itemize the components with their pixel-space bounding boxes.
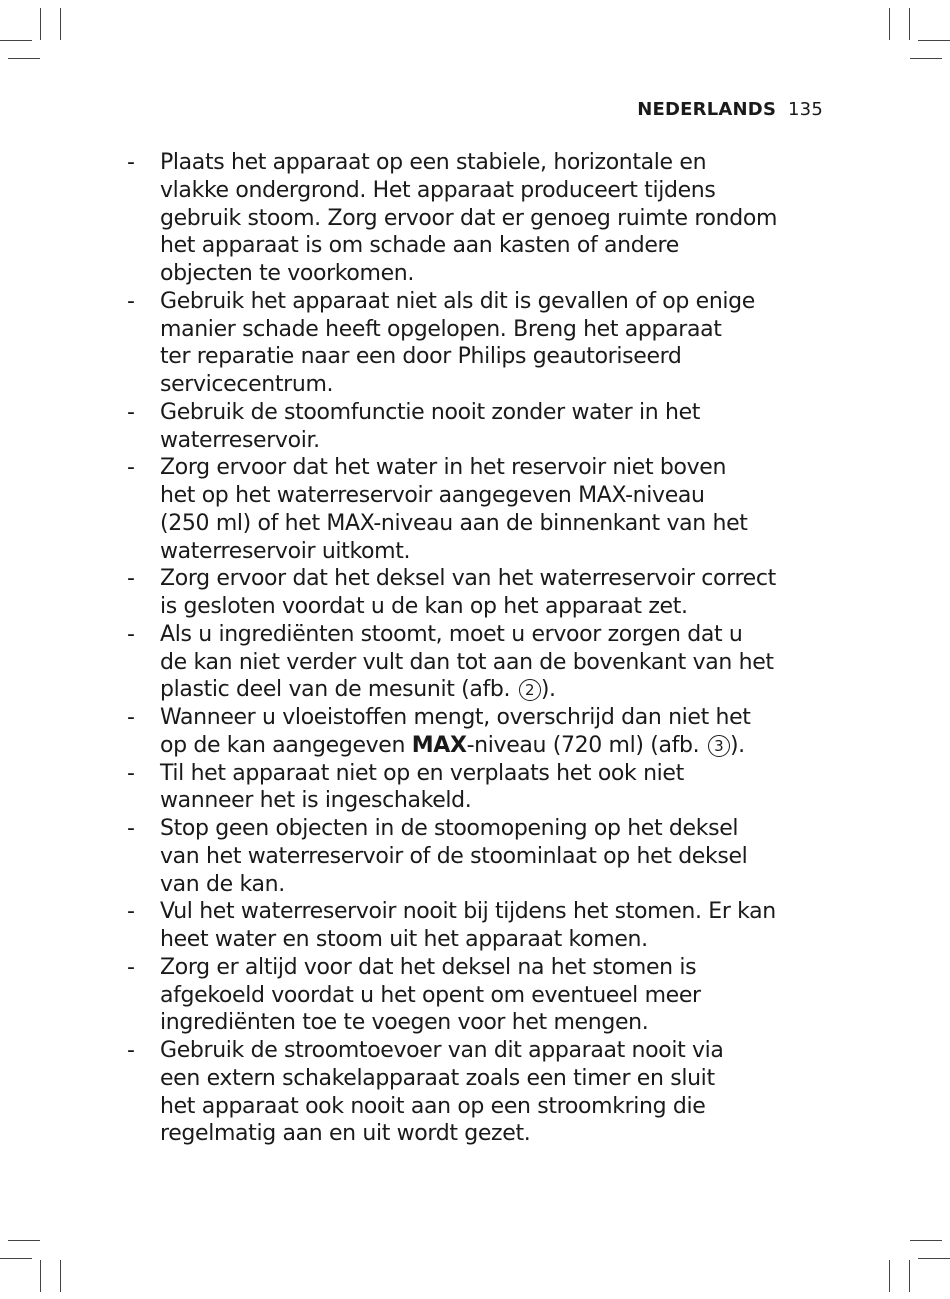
text-line: de kan niet verder vult dan tot aan de bovenkant van het [160,649,774,675]
text-line: een extern schakelapparaat zoals een timer en sluit [160,1065,715,1091]
text-line: Zorg ervoor dat het deksel van het waterreservoir correct [160,566,776,592]
text-line: (250 ml) of het MAX-niveau aan de binnenkant van het [160,510,748,536]
crop-mark [889,8,890,40]
text-line: het apparaat ook nooit aan op een stroomkring die [160,1093,706,1119]
crop-mark [918,1258,950,1259]
bullet-dash: - [127,455,135,481]
text-line: Plaats het apparaat op een stabiele, horizontale en [160,150,707,175]
crop-mark [889,1260,890,1292]
language-label: NEDERLANDS [637,99,777,120]
list-item [127,621,827,704]
list-item [127,1037,827,1148]
safety-instructions-list [127,149,827,1148]
text-line: Zorg ervoor dat het water in het reservoir niet boven [160,455,727,481]
figure-reference: 3 [708,735,730,757]
text-line: Gebruik het apparaat niet als dit is gevallen of op enige [160,288,755,314]
text-line: waterreservoir. [160,427,320,453]
list-item [127,954,827,1037]
text-line: regelmatig aan en uit wordt gezet. [160,1121,531,1147]
list-item [127,898,827,954]
text-line: waterreservoir uitkomt. [160,538,411,564]
text-line: afgekoeld voordat u het opent om eventueel meer [160,982,701,1008]
bullet-dash: - [127,399,135,425]
list-item [127,760,827,816]
crop-mark [60,1260,61,1292]
text-segment: -niveau (720 ml) (afb. [466,732,706,758]
crop-mark [910,58,942,59]
text-line: het op het waterreservoir aangegeven MAX-niveau [160,483,705,508]
list-item [127,454,827,565]
bullet-dash: - [127,705,135,730]
crop-mark [40,1260,41,1292]
bullet-dash: - [127,899,135,925]
text-line: heet water en stoom uit het apparaat komen. [160,927,648,952]
page-number: 135 [788,99,823,120]
text-line: gebruik stoom. Zorg ervoor dat er genoeg ruimte rondom [160,205,778,231]
bullet-dash: - [127,566,135,592]
bullet-dash: - [127,816,135,841]
crop-mark [909,8,910,40]
max-label: MAX [411,732,467,758]
figure-reference: 2 [519,679,541,701]
text-line: Stop geen objecten in de stoomopening op het deksel [160,816,739,841]
bullet-dash: - [127,288,135,314]
crop-mark [40,8,41,40]
text-segment: plastic deel van de mesunit (afb. [160,677,517,703]
text-line [160,676,827,704]
text-line: servicecentrum. [160,372,334,397]
crop-mark [8,58,40,59]
text-line: vlakke ondergrond. Het apparaat produceert tijdens [160,177,716,203]
bullet-dash: - [127,954,135,980]
crop-mark [0,1258,32,1259]
text-line: Zorg er altijd voor dat het deksel na het stomen is [160,954,697,980]
bullet-dash: - [127,621,135,647]
text-line: van de kan. [160,871,285,897]
list-item [127,288,827,399]
text-line: ingrediënten toe te voegen voor het mengen. [160,1010,649,1036]
text-segment: ). [540,677,556,703]
text-line: Til het apparaat niet op en verplaats het ook niet [160,760,684,786]
crop-mark [918,40,950,41]
text-segment: ). [729,732,745,758]
crop-mark [910,1240,942,1241]
bullet-dash: - [127,150,135,175]
list-item [127,704,827,760]
crop-mark [0,40,32,41]
list-item [127,149,827,288]
crop-mark [8,1240,40,1241]
text-segment: op de kan aangegeven [160,732,412,758]
text-line: objecten te voorkomen. [160,261,415,286]
text-line [160,732,827,760]
list-item [127,565,827,621]
bullet-dash: - [127,1038,135,1063]
text-line: is gesloten voordat u de kan op het apparaat zet. [160,594,688,619]
text-line: van het waterreservoir of de stoominlaat op het deksel [160,843,748,869]
text-line: het apparaat is om schade aan kasten of andere [160,233,679,259]
text-line: Als u ingrediënten stoomt, moet u ervoor zorgen dat u [160,621,743,647]
list-item [127,399,827,455]
text-line: Gebruik de stoomfunctie nooit zonder water in het [160,399,701,425]
text-line: Gebruik de stroomtoevoer van dit apparaat nooit via [160,1038,724,1063]
text-line: manier schade heeft opgelopen. Breng het apparaat [160,316,722,342]
text-line: Vul het waterreservoir nooit bij tijdens het stomen. Er kan [160,899,776,925]
crop-mark [909,1260,910,1292]
page-header [637,99,823,120]
text-line: wanneer het is ingeschakeld. [160,788,472,814]
crop-mark [60,8,61,40]
bullet-dash: - [127,760,135,786]
list-item [127,815,827,898]
text-line: ter reparatie naar een door Philips geautoriseerd [160,344,682,370]
text-line: Wanneer u vloeistoffen mengt, overschrijd dan niet het [160,705,751,730]
